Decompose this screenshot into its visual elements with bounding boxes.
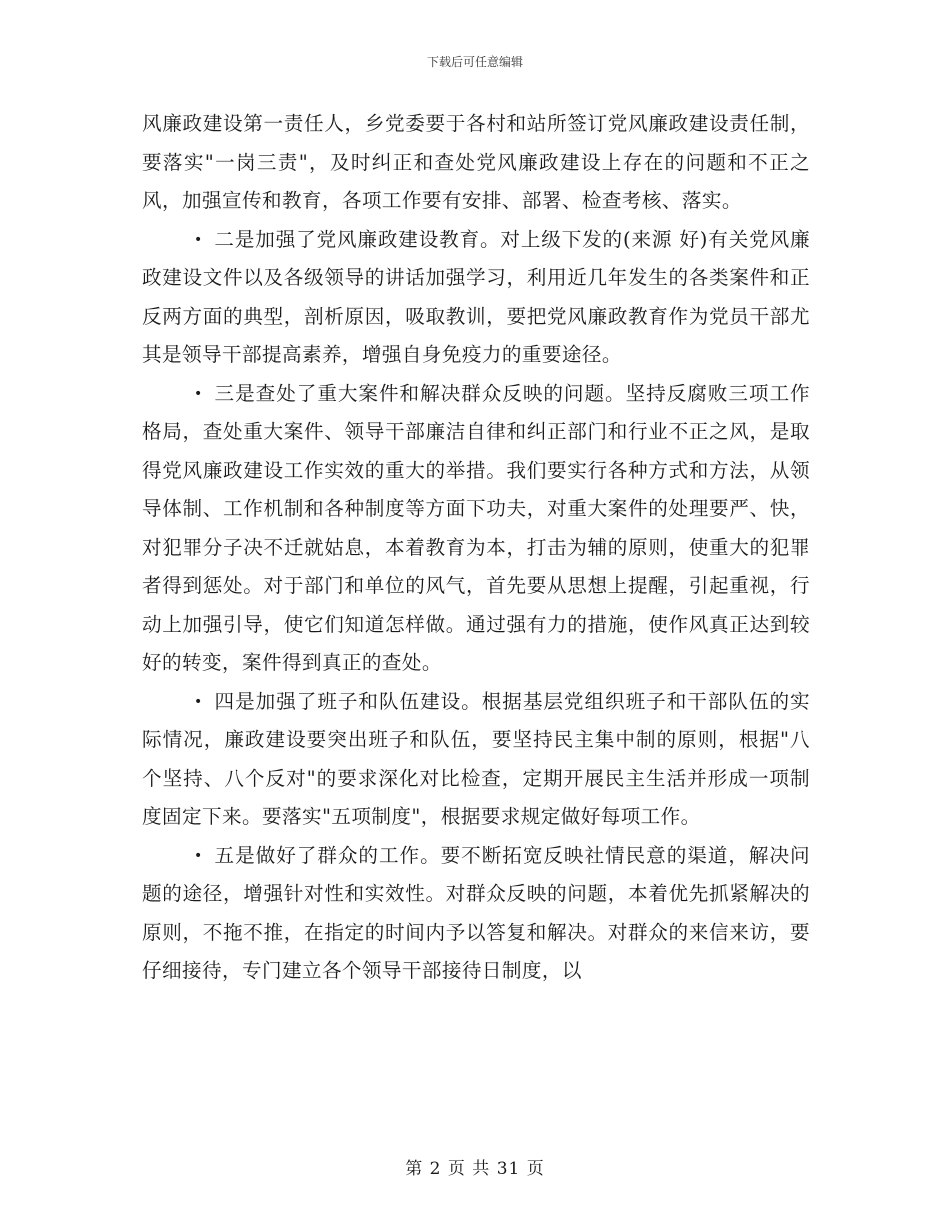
paragraph-text: 二是加强了党风廉政建设教育。对上级下发的(来源 好)有关党风廉政建设文件以及各级领导的讲话加强学习，利用近几年发生的各类案件和正反两方面的典型，剖析原因，吸取教训，要把党风廉政教育作为党员干部尤其是领导干部提高素养，增强自身免疫力的重要途径。 [142, 227, 810, 366]
paragraph-text: 风廉政建设第一责任人，乡党委要于各村和站所签订党风廉政建设责任制，要落实"一岗三责"，及时纠正和查处党风廉政建设上存在的问题和不正之风，加强宣传和教育，各项工作要有安排、部署、检查考核、落实。 [142, 112, 810, 212]
bullet-icon: • [194, 385, 203, 402]
bullet-icon: • [194, 847, 203, 864]
paragraph-education [142, 221, 810, 375]
page-number: 第 2 页 共 31 页 [405, 1159, 545, 1179]
paragraph-team [142, 683, 810, 837]
paragraph-text: 四是加强了班子和队伍建设。根据基层党组织班子和干部队伍的实际情况，廉政建设要突出班子和队伍，要坚持民主集中制的原则，根据"八个坚持、八个反对"的要求深化对比检查，定期开展民主生活并形成一项制度固定下来。要落实"五项制度"，根据要求规定做好每项工作。 [142, 689, 810, 828]
document-body [142, 105, 810, 991]
paragraph-masses [142, 837, 810, 991]
paragraph-text: 五是做好了群众的工作。要不断拓宽反映社情民意的渠道，解决问题的途径，增强针对性和实效性。对群众反映的问题，本着优先抓紧解决的原则，不拖不推，在指定的时间内予以答复和解决。对群众的来信来访，要仔细接待，专门建立各个领导干部接待日制度，以 [142, 843, 810, 982]
paragraph-text: 三是查处了重大案件和解决群众反映的问题。坚持反腐败三项工作格局，查处重大案件、领导干部廉洁自律和纠正部门和行业不正之风，是取得党风廉政建设工作实效的重大的举措。我们要实行各种方式和方法，从领导体制、工作机制和各种制度等方面下功夫，对重大案件的处理要严、快，对犯罪分子决不迁就姑息，本着教育为本，打击为辅的原则，使重大的犯罪者得到惩处。对于部门和单位的风气，首先要从思想上提醒，引起重视，行动上加强引导，使它们知道怎样做。通过强有力的措施，使作风真正达到较好的转变，案件得到真正的查处。 [142, 381, 810, 674]
bullet-icon: • [194, 231, 203, 248]
bullet-icon: • [194, 693, 203, 710]
paragraph-continuation [142, 105, 810, 221]
paragraph-cases [142, 375, 810, 683]
page-header-note: 下载后可任意编辑 [426, 55, 523, 69]
